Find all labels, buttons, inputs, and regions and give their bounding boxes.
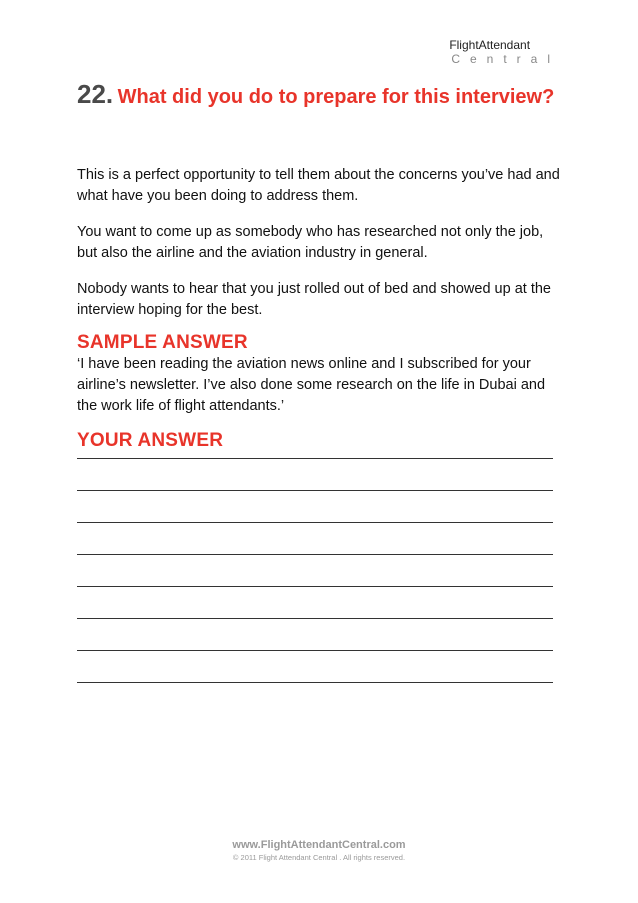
sample-answer-text: ‘I have been reading the aviation news online and I subscribed for your airline’s newsletter. I’ve also done some research on the life in Dubai and the work life of flight attendants.’ <box>77 356 546 414</box>
answer-line[interactable] <box>77 618 553 619</box>
question-heading <box>77 80 557 113</box>
answer-line[interactable] <box>77 650 553 651</box>
answer-line[interactable] <box>77 554 553 555</box>
answer-line[interactable] <box>77 682 553 683</box>
paragraph-3: Nobody wants to hear that you just rolled out of bed and showed up at the interview hoping for the best. <box>77 281 551 318</box>
footer-copyright: © 2011 Flight Attendant Central . All rights reserved. <box>232 853 406 862</box>
answer-line[interactable] <box>77 458 553 459</box>
question-number: 22. <box>77 79 114 109</box>
sample-answer-heading: SAMPLE ANSWER <box>77 332 248 353</box>
brand-logo <box>449 38 560 66</box>
answer-lines <box>77 458 553 714</box>
footer-url: www.FlightAttendantCentral.com <box>232 839 406 851</box>
paragraph-1: This is a perfect opportunity to tell them about the concerns you’ve had and what have you been doing to address them. <box>77 167 560 204</box>
your-answer-heading: YOUR ANSWER <box>77 430 224 451</box>
answer-line[interactable] <box>77 490 553 491</box>
logo-line-2: Central <box>451 52 560 66</box>
answer-line[interactable] <box>77 586 553 587</box>
answer-line[interactable] <box>77 522 553 523</box>
question-text: What did you do to prepare for this interview? <box>117 86 555 108</box>
footer <box>0 838 638 863</box>
logo-line-1: FlightAttendant <box>449 38 531 52</box>
paragraph-2: You want to come up as somebody who has researched not only the job, but also the airline and the aviation industry in general. <box>77 224 544 261</box>
